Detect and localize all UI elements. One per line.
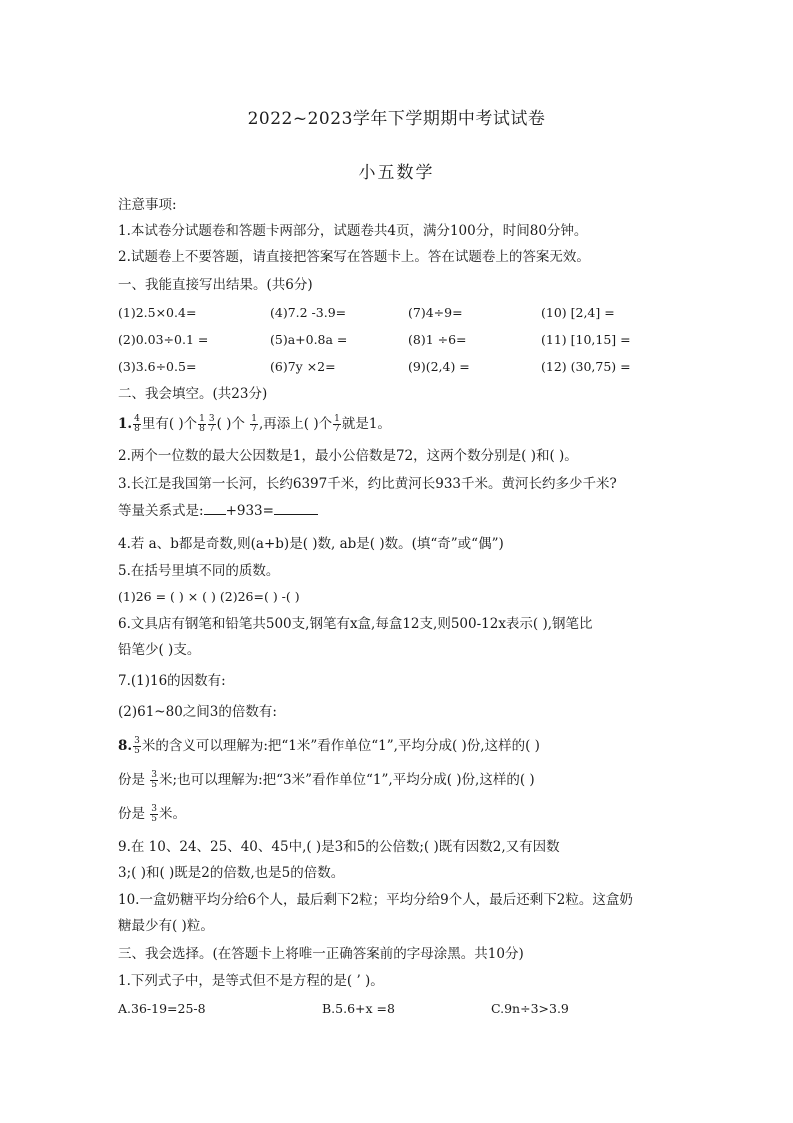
fraction: $\frac{3}{7}$ [208, 414, 215, 434]
question-7-part2: (2)61~80之间3的倍数有: [118, 704, 277, 720]
fraction: $\frac{1}{8}$ [199, 414, 205, 434]
fraction: $\frac{4}{8}$ [134, 414, 140, 434]
question-5-parts: (1)26 = ( ) × ( ) (2)26=( ) -( ) [118, 589, 300, 604]
section3-heading: 三、我会选择。(在答题卡上将唯一正确答案前的字母涂黑。共10分) [118, 946, 524, 962]
calc-item: (12) (30,75) = [541, 359, 631, 374]
fraction: $\frac{1}{7}$ [251, 414, 257, 434]
question-8-line2: 份是 $\frac{3}{5}$ 米;也可以理解为:把“3米”看作单位“1”,平均分成( )份,这样的( ) [118, 770, 535, 790]
exam-title: 2022~2023学年下学期期中考试试卷 [247, 109, 546, 129]
question-8-line3: 份是 $\frac{3}{5}$ 米。 [118, 804, 187, 824]
calc-item: (7)4÷9= [408, 305, 463, 320]
question-10-line2: 糖最少有( )粒。 [118, 918, 214, 934]
option-b[interactable]: B.5.6+x =8 [322, 1001, 395, 1016]
question-9-line1: 9.在 10、24、25、40、45中,( )是3和5的公倍数;( )既有因数2,又有因数 [118, 839, 560, 855]
question-3-relation: 等量关系式是: +933= [118, 502, 318, 520]
notice-heading: 注意事项: [118, 197, 177, 213]
fraction: $\frac{3}{5}$ [151, 804, 158, 824]
answer-blank[interactable] [274, 502, 318, 515]
calc-item: (11) [10,15] = [541, 332, 631, 347]
fraction: $\frac{3}{5}$ [134, 736, 140, 756]
question-6-line2: 铅笔少( )支。 [118, 642, 201, 658]
calc-item: (8)1 ÷6= [408, 332, 467, 347]
calc-item: (6)7y ×2= [270, 359, 336, 374]
choice-question-1: 1.下列式子中，是等式但不是方程的是( ’ )。 [118, 973, 384, 989]
question-5: 5.在括号里填不同的质数。 [118, 563, 280, 579]
calc-item: (10) [2,4] = [541, 305, 615, 320]
section1-heading: 一、我能直接写出结果。(共6分) [118, 277, 313, 293]
question-10-line1: 10.一盒奶糖平均分给6个人，最后剩下2粒；平均分给9个人，最后还剩下2粒。这盒奶 [118, 892, 633, 908]
question-2: 2.两个一位数的最大公因数是1，最小公倍数是72，这两个数分别是( )和( )。 [118, 448, 578, 464]
question-8-line1: 8. $\frac{3}{5}$ 米的含义可以理解为:把“1米”看作单位“1”,平均分成( )份,这样的( ) [118, 736, 540, 756]
question-4: 4.若 a、b都是奇数,则(a+b)是( )数, ab是( )数。(填“奇”或“偶”) [118, 536, 504, 552]
notice-item-2: 2.试题卷上不要答题，请直接把答案写在答题卡上。答在试题卷上的答案无效。 [118, 249, 590, 265]
q1-number: 1. [118, 416, 133, 432]
option-c[interactable]: C.9n÷3>3.9 [491, 1001, 569, 1016]
exam-subtitle: 小五数学 [358, 163, 435, 183]
calc-item: (1)2.5×0.4= [118, 305, 197, 320]
option-a[interactable]: A.36-19=25-8 [118, 1001, 206, 1016]
question-3: 3.长江是我国第一长河，长约6397千米，约比黄河长933千米。黄河长约多少千米? [118, 476, 617, 492]
calc-item: (9)(2,4) = [408, 359, 470, 374]
question-7-part1: 7.(1)16的因数有: [118, 673, 226, 689]
question-9-line2: 3;( )和( )既是2的倍数,也是5的倍数。 [118, 865, 345, 881]
calc-item: (4)7.2 -3.9= [270, 305, 347, 320]
notice-item-1: 1.本试卷分试题卷和答题卡两部分，试题卷共4页，满分100分，时间80分钟。 [118, 223, 588, 239]
calc-item: (2)0.03÷0.1 = [118, 332, 209, 347]
calc-item: (5)a+0.8a = [270, 332, 348, 347]
fraction: $\frac{3}{5}$ [151, 770, 158, 790]
question-6-line1: 6.文具店有钢笔和铅笔共500支,钢笔有x盒,每盒12支,则500-12x表示( ),钢笔比 [118, 616, 593, 632]
section2-heading: 二、我会填空。(共23分) [118, 386, 268, 402]
answer-blank[interactable] [204, 502, 226, 515]
calc-item: (3)3.6÷0.5= [118, 359, 197, 374]
question-1: 1. $\frac{4}{8}$ 里有( )个 $\frac{1}{8}$ $\frac{3}{7}$ ( )个 $\frac{1}{7}$ ,再添上( )个 $\frac{1}{7}$ 就是1。 [118, 414, 391, 434]
fraction: $\frac{1}{7}$ [334, 414, 340, 434]
